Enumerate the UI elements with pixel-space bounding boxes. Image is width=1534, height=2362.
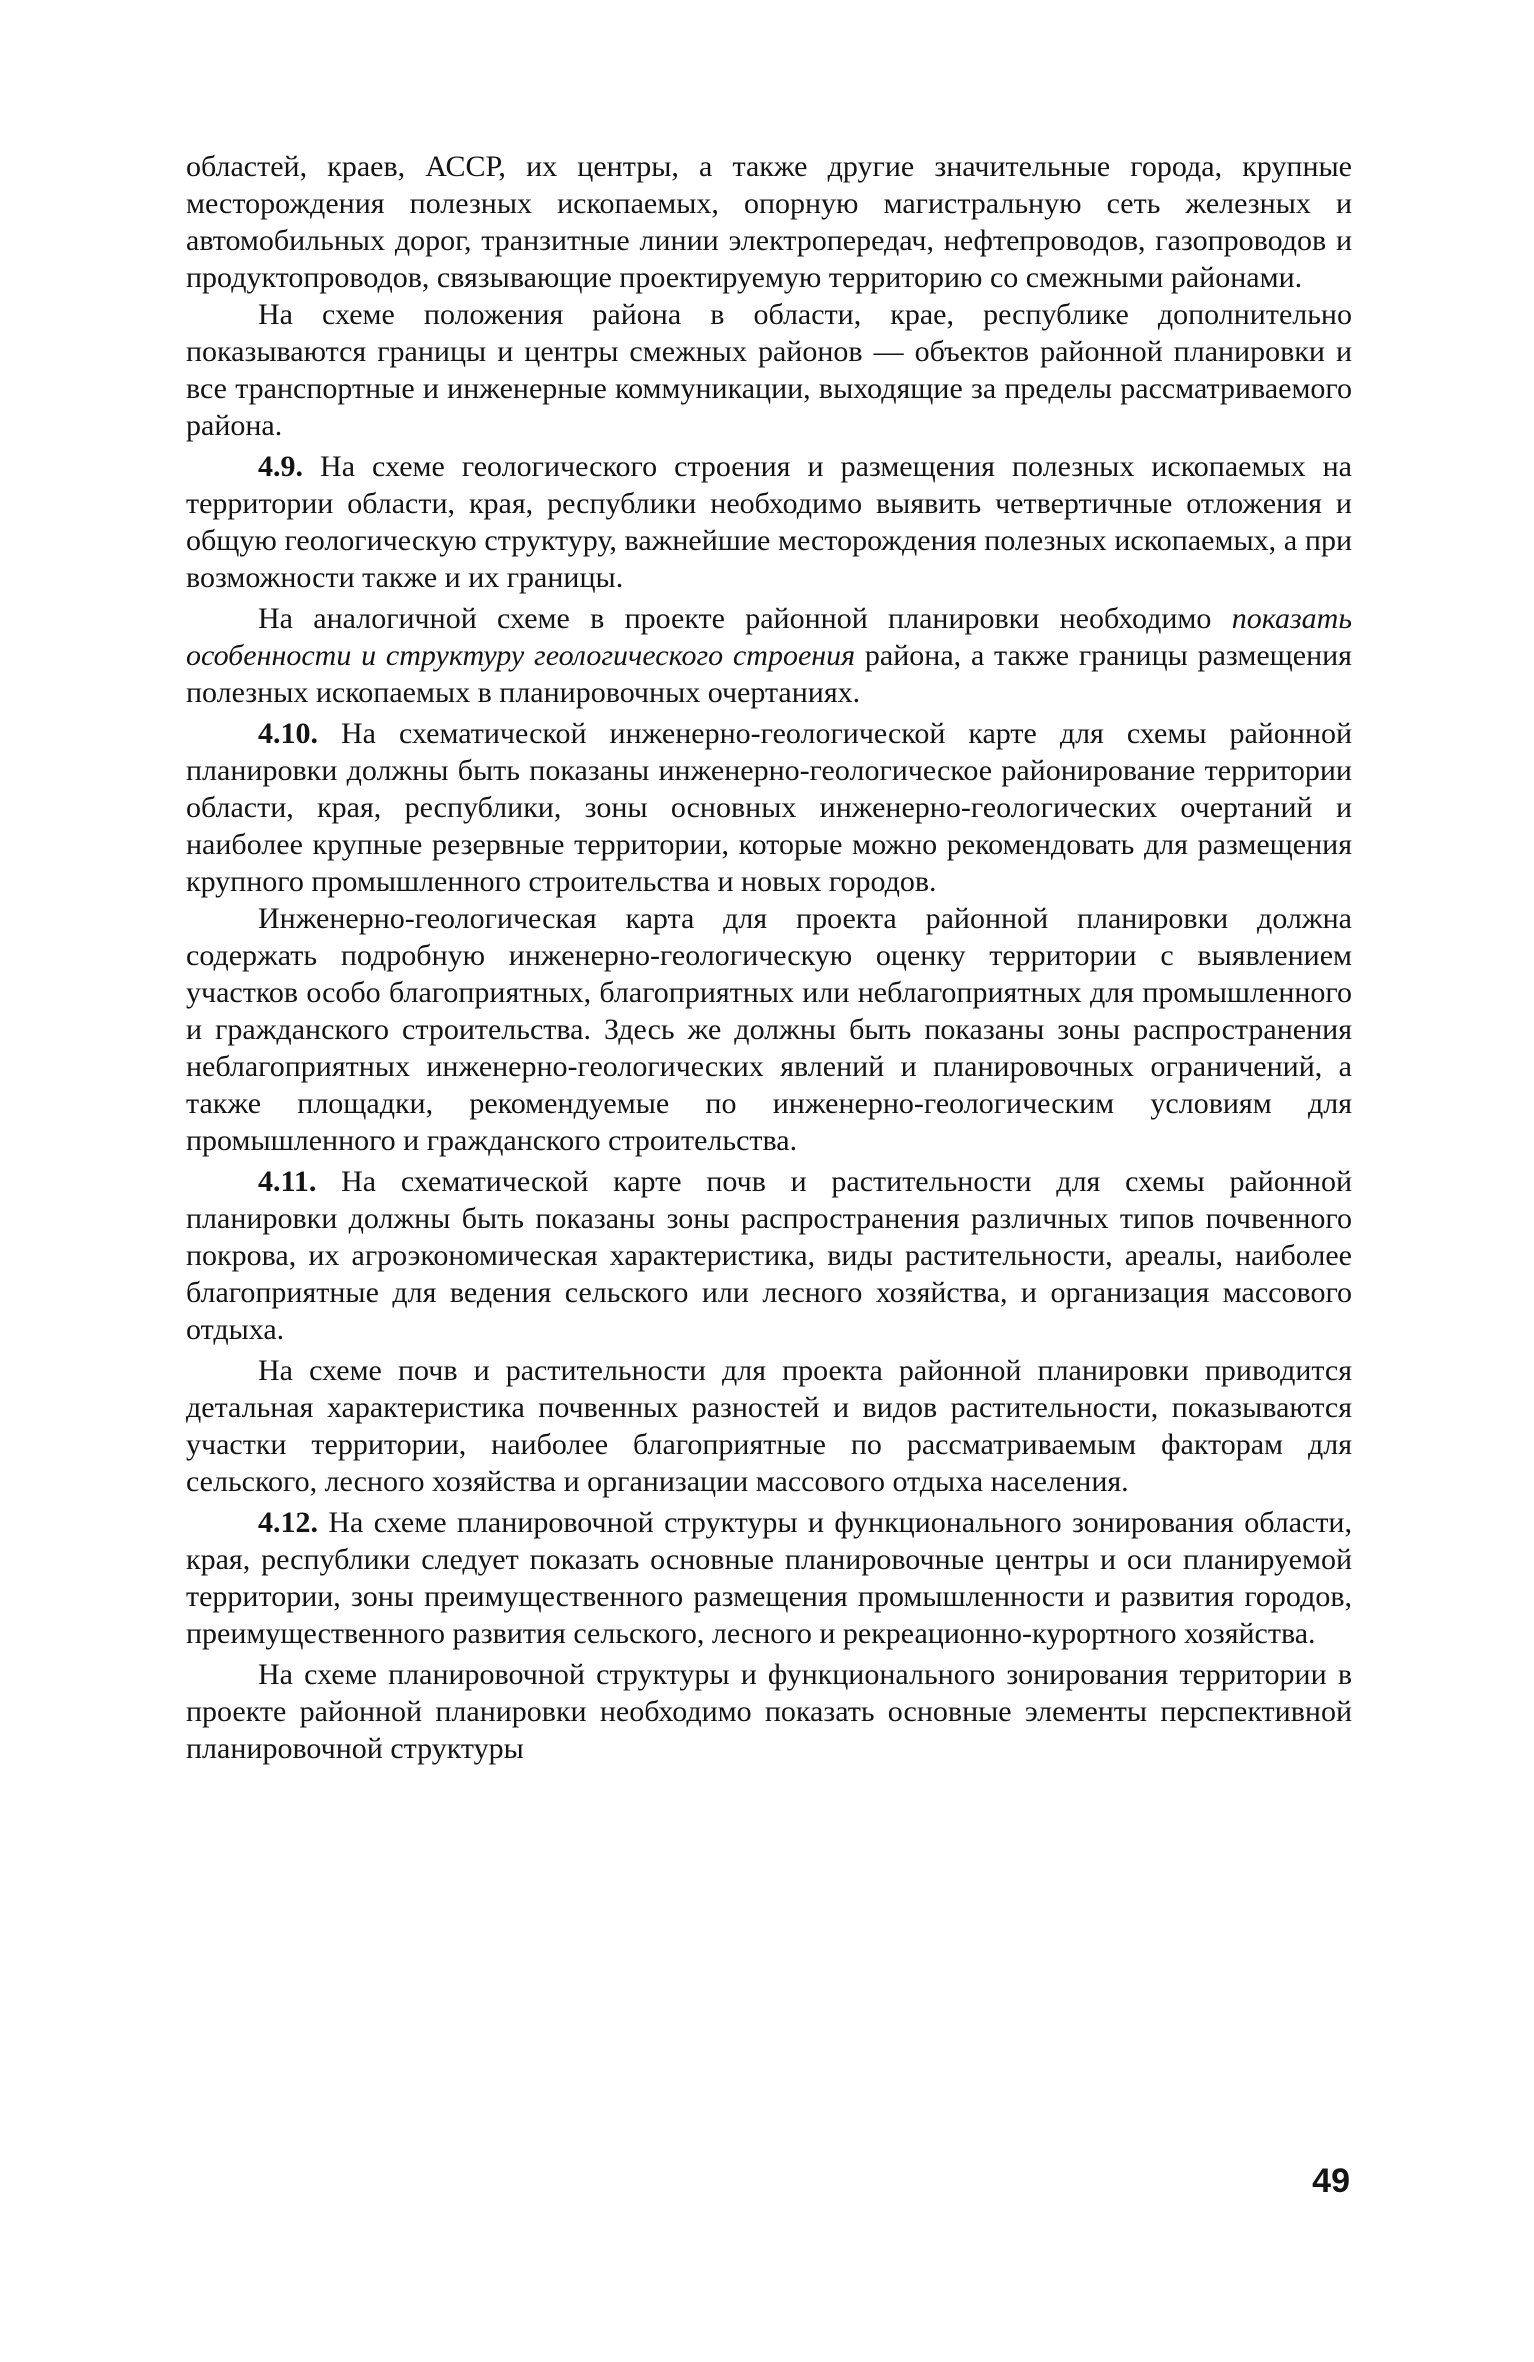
italic-text: показать особенности и структуру геологического строения [186,602,1352,672]
text-before-italic: На аналогичной схеме в проекте районной планировки необходимо [258,602,1232,635]
section-text: На схематической карте почв и растительности для схемы районной планировки должны быть показаны зоны распространения различных типов почвенного покрова, их агроэкономическая характеристика, виды растительности, ареалы, наиболее благоприятные для ведения сельского или лесного хозяйства, и организация массового отдыха. [186,1165,1352,1346]
section-text: На схематической инженерно-геологической карте для схемы районной планировки должны быть показаны инженерно-геологическое районирование территории области, края, республики, зоны основных инженерно-геологических очертаний и наиболее крупные резервные территории, которые можно рекомендовать для размещения крупного промышленного строительства и новых городов. [186,717,1352,898]
section-text: На схеме геологического строения и размещения полезных ископаемых на территории области, края, республики необходимо выявить четвертичные отложения и общую геологическую структуру, важнейшие месторождения полезных ископаемых, а при возможности также и их границы. [186,450,1352,594]
page-body [186,148,1352,1767]
section-number: 4.10. [258,717,318,750]
paragraph-4-12 [186,1504,1352,1652]
section-number: 4.11. [258,1165,317,1198]
text-after-italic: района, а также границы размещения полезных ископаемых в планировочных очертаниях. [186,639,1352,709]
paragraph-engineering-geology-map: Инженерно-геологическая карта для проекта районной планировки должна содержать подробную инженерно-геологическую оценку территории с выявлением участков особо благоприятных, благоприятных или неблагоприятных для промышленного и гражданского строительства. Здесь же должны быть показаны зоны распространения неблагоприятных инженерно-геологических явлений и планировочных ограничений, а также площадки, рекомендуемые по инженерно-геологическим условиям для промышленного и гражданского строительства. [186,902,1352,1157]
section-number: 4.9. [258,450,303,483]
section-number: 4.12. [258,1506,318,1539]
paragraph-district-position-scheme: На схеме положения района в области, крае, республике дополнительно показываются границы и центры смежных районов — объектов районной планировки и все транспортные и инженерные коммуникации, выходящие за пределы рассматриваемого района. [186,298,1352,442]
section-text: На схеме планировочной структуры и функционального зонирования области, края, республики следует показать основные планировочные центры и оси планируемой территории, зоны преимущественного размещения промышленности и развития городов, преимущественного развития сельского, лесного и рекреационно-курортного хозяйства. [186,1506,1352,1650]
paragraph-4-9 [186,448,1352,596]
paragraph-4-11 [186,1163,1352,1348]
paragraph-planning-structure-scheme: На схеме планировочной структуры и функционального зонирования территории в проекте районной планировки необходимо показать основные элементы перспективной планировочной структуры [186,1658,1352,1765]
paragraph-soil-vegetation-scheme: На схеме почв и растительности для проекта районной планировки приводится детальная характеристика почвенных разностей и видов растительности, показываются участки территории, наиболее благоприятные по рассматриваемым факторам для сельского, лесного хозяйства и организации массового отдыха населения. [186,1354,1352,1498]
page-number: 49 [1312,2162,1350,2200]
paragraph-continuation: областей, краев, АССР, их центры, а также другие значительные города, крупные месторождения полезных ископаемых, опорную магистральную сеть железных и автомобильных дорог, транзитные линии электропередач, нефтепроводов, газопроводов и продуктопроводов, связывающие проектируемую территорию со смежными районами. [186,150,1352,294]
paragraph-analog-scheme [186,600,1352,711]
paragraph-4-10 [186,715,1352,900]
